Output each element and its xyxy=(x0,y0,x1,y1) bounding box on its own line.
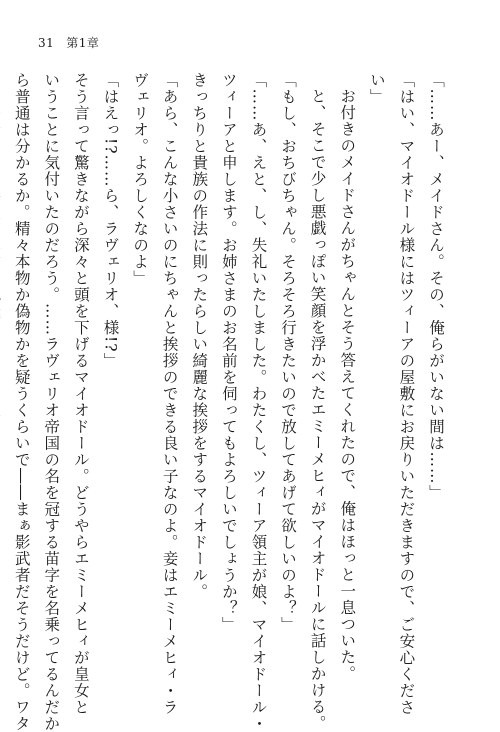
text-line: 「もし、おちびちゃん。そろそろ行きたいので放してあげて欲しいのよ？」 xyxy=(279,72,298,633)
text-line: お付きのメイドさんがちゃんとそう答えてくれたので、俺はほっと一息ついた。 xyxy=(338,87,357,682)
text-line: い」 xyxy=(367,72,386,105)
text-line: ツィーアと申します。お姉さまのお名前を伺ってもよろしいでしょうか？」 xyxy=(219,72,238,633)
text-line: 「……あ、えと、し、失礼いたしました。わたくし、ツィーア領主が娘、マイオドール・ xyxy=(249,72,268,732)
text-line: ら普通は分かるか。精々本物か偽物かを疑うくらいで――まぁ影武者だそうだけど。ワタ xyxy=(12,72,31,732)
text-line: ヴェリオ。よろしくなのよ」 xyxy=(131,72,150,287)
chapter-title: 第1章 xyxy=(66,36,100,50)
text-line: 「はい、マイオドール様にはツィーアの屋敷にお戻りいただきますので、ご安心くださ xyxy=(397,72,416,716)
vertical-body-text xyxy=(0,72,450,732)
text-line: 「はえっ!?……ら、ラヴェリオ、様!?」 xyxy=(101,72,120,370)
text-line: 「あら、こんな小さいのにちゃんと挨拶のできる良い子なのよ。妾はエミーメヒィ・ラ xyxy=(160,72,179,716)
page-number: 31 xyxy=(38,36,55,50)
text-line: きっちりと貴族の作法に則ったらしい綺麗な挨拶をするマイオドール。 xyxy=(190,72,209,600)
text-line: 「……あー、メイドさん。その、俺らがいない間は……」 xyxy=(427,72,445,501)
text-line: と、そこで少し悪戯っぽい笑顔を浮かべたエミーメヒィがマイオドールに話しかける。 xyxy=(308,87,327,731)
running-head xyxy=(38,34,99,51)
text-line: いうことに気付いたのだろう。……ラヴェリオ帝国の名を冠する苗字を名乗ってるんだか xyxy=(42,72,61,732)
text-line: そう言って驚きながら深々と頭を下げるマイオドール。どうやらエミーメヒィが皇女と xyxy=(71,72,90,716)
